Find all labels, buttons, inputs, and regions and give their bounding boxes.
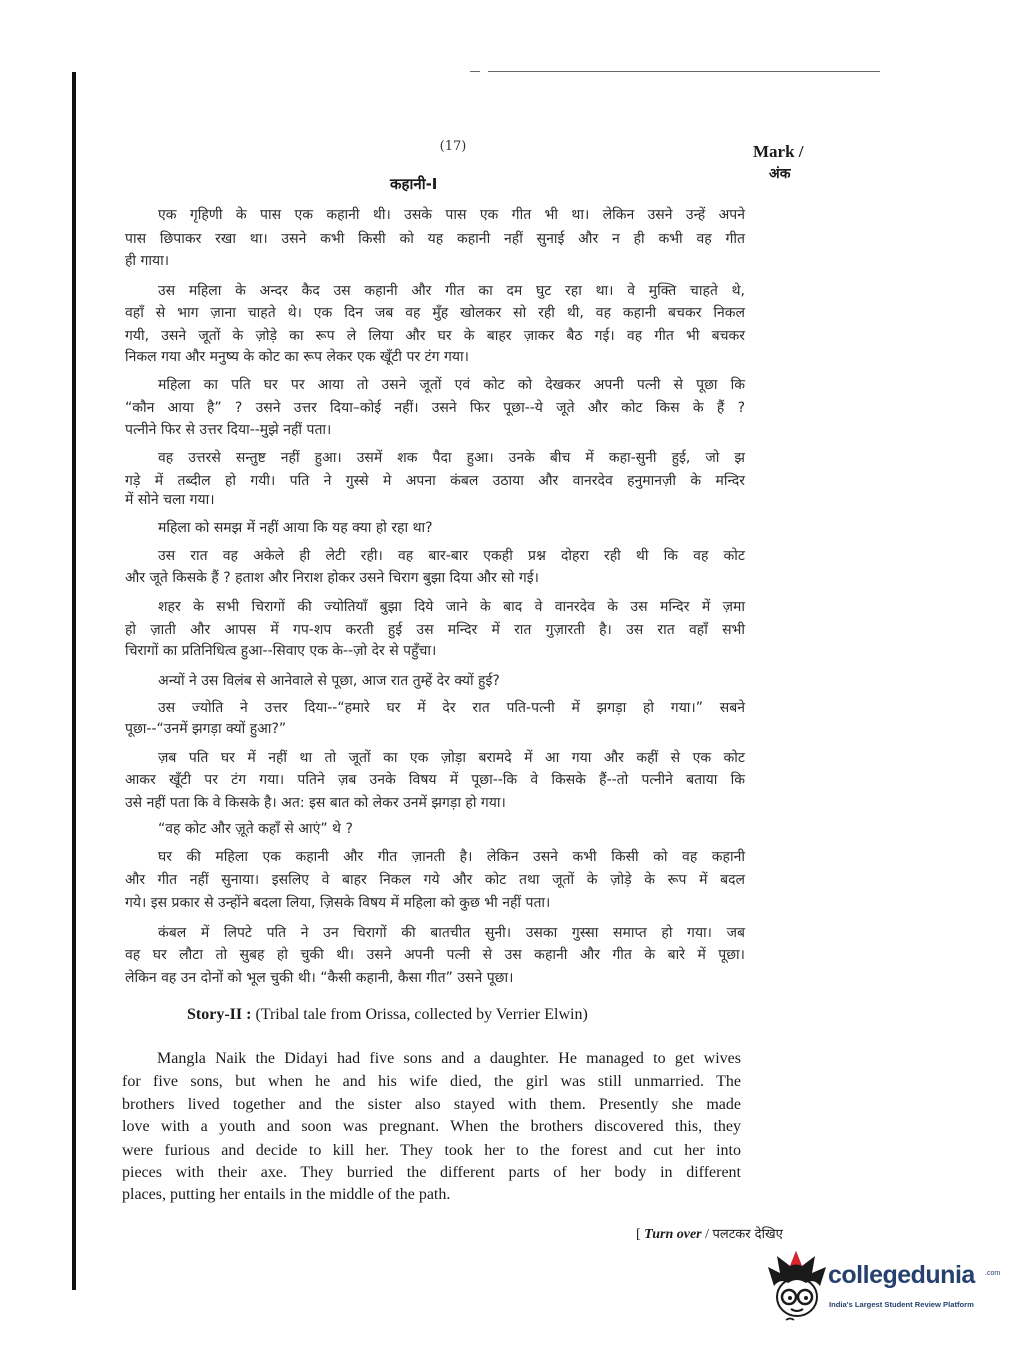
text-line: अन्यों ने उस विलंब से आनेवाले से पूछा, आज रात तुम्हें देर क्यों हुई? — [158, 673, 500, 689]
student-mascot-icon — [766, 1250, 828, 1324]
text-line: उस ज्योति ने उत्तर दिया--“हमारे घर में देर रात पति-पत्नी में झगड़ा हो गया।” सबने — [158, 700, 745, 716]
text-line: गड़े में तब्दील हो गयी। पति ने गुस्से मे अपना कंबल उठाया और वानरदेव हनुमानज़ी के मन्दिर — [125, 473, 745, 489]
text-line: गये। इस प्रकार से उन्होंने बदला लिया, ज़िसके विषय में महिला को कुछ भी नहीं पता। — [125, 895, 551, 911]
mark-label: Mark / — [753, 142, 804, 161]
text-line: चिरागों का प्रतिनिधित्व हुआ--सिवाए एक के--ज़ो देर से पहुँचा। — [125, 643, 437, 659]
text-line: “वह कोट और ज़ूते कहाँ से आएं” थे ? — [158, 821, 353, 837]
text-line: were furious and decide to kill her. They took her to the forest and cut her into — [122, 1142, 741, 1159]
top-rule-gap — [480, 70, 488, 73]
turn-over-label-hindi: पलटकर देखिए — [712, 1227, 783, 1242]
text-line: ज़ब पति घर में नहीं था तो जूतों का एक ज़ोड़ा बरामदे में आ गया और कहीं से एक कोट — [158, 750, 745, 766]
text-line: घर की महिला एक कहानी और गीत ज़ानती है। लेकिन उसने कभी किसी को वह कहानी — [158, 849, 745, 865]
story-1-title: कहानी-I — [390, 175, 438, 193]
text-line: निकल गया और मनुष्य के कोट का रूप लेकर एक खूँटी पर टंग गया। — [125, 349, 469, 365]
text-line: आकर खूँटी पर टंग गया। पतिने ज़ब उनके विषय में पूछा--कि वे किसके हैं--तो पत्नीने बताया कि — [125, 772, 745, 788]
mark-label-hindi: अंक — [769, 166, 791, 182]
text-line: महिला का पति घर पर आया तो उसने जूतों एवं कोट को देखकर अपनी पत्नी से पूछा कि — [158, 377, 745, 393]
text-line: और गीत नहीं सुनाया। इसलिए वे बाहर निकल गये और कोट तथा जूतों के ज़ोड़े के रूप में बदल — [125, 872, 745, 888]
left-margin-rule — [72, 72, 76, 1290]
text-line: और जूते किसके हैं ? हताश और निराश होकर उसने चिराग बुझा दिया और सो गई। — [125, 570, 539, 586]
logo-wordmark: collegedunia — [828, 1261, 975, 1289]
page-number: (17) — [439, 139, 467, 154]
text-line: love with a youth and soon was pregnant. When the brothers discovered this, they — [122, 1118, 741, 1135]
text-line: लेकिन वह उन दोनों को भूल चुकी थी। “कैसी कहानी, कैसा गीत” उसने पूछा। — [125, 970, 514, 986]
text-line: वहाँ से भाग ज़ाना चाहते थे। एक दिन जब वह मुँह खोलकर सो रही थी, वह कहानी बचकर निकल — [125, 305, 745, 321]
footer-bracket: [ — [636, 1227, 641, 1242]
text-line: उस रात वह अकेले ही लेटी रही। वह बार-बार एकही प्रश्न दोहरा रही थी कि वह कोट — [158, 548, 745, 564]
top-rule — [470, 71, 880, 72]
text-line: pieces with their axe. They burried the different parts of her body in different — [122, 1164, 741, 1181]
text-line: वह उत्तरसे सन्तुष्ट नहीं हुआ। उसमें शक पैदा हुआ। उनके बीच में कहा-सुनी हुई, जो झ — [158, 450, 745, 466]
text-line: महिला को समझ में नहीं आया कि यह क्या हो रहा था? — [158, 520, 433, 536]
turn-over-note — [636, 1224, 783, 1243]
footer-separator: / — [705, 1227, 709, 1242]
text-line: हो ज़ाती और आपस में गप-शप करती हुई उस मन्दिर में रात गुज़ारती है। उस रात वहाँ सभी — [125, 622, 745, 638]
text-line: वह घर लौटा तो सुबह हो चुकी थी। उसने अपनी पत्नी से उस कहानी और गीत के बारे में पूछा। — [125, 947, 745, 963]
story-2-heading — [187, 1006, 588, 1024]
text-line: पत्नीने फिर से उत्तर दिया--मुझे नहीं पता। — [125, 422, 332, 438]
turn-over-label: Turn over — [644, 1227, 702, 1242]
logo-tld: .com — [985, 1270, 1001, 1277]
text-line: places, putting her entails in the middle of the path. — [122, 1186, 451, 1203]
text-line: उसे नहीं पता कि वे किसके है। अत: इस बात को लेकर उनमें झगड़ा हो गया। — [125, 795, 506, 811]
text-line: पास छिपाकर रखा था। उसने कभी किसी को यह कहानी नहीं सुनाई और न ही कभी वह गीत — [125, 231, 745, 247]
text-line: उस महिला के अन्दर कैद उस कहानी और गीत का दम घुट रहा था। वे मुक्ति चाहते थे, — [158, 283, 745, 299]
story-2-source: (Tribal tale from Orissa, collected by Verrier Elwin) — [255, 1006, 588, 1023]
text-line: पूछा--“उनमें झगड़ा क्यों हुआ?” — [125, 721, 287, 737]
text-line: कंबल में लिपटे पति ने उन चिरागों की बातचीत सुनी। उसका गुस्सा समाप्त हो गया। जब — [158, 925, 745, 941]
collegedunia-logo — [764, 1248, 1001, 1332]
text-line: for five sons, but when he and his wife died, the girl was still unmarried. The — [122, 1073, 741, 1090]
text-line: में सोने चला गया। — [125, 492, 215, 508]
text-line: शहर के सभी चिरागों की ज्योतियाँ बुझा दिये जाने के बाद वे वानरदेव के उस मन्दिर में ज़मा — [158, 599, 745, 615]
logo-tagline: India's Largest Student Review Platform — [829, 1300, 974, 1309]
text-line: एक गृहिणी के पास एक कहानी थी। उसके पास एक गीत भी था। लेकिन उसने उन्हें अपने — [158, 207, 745, 223]
text-line: गयी, उसने जूतों के ज़ोड़े का रूप ले लिया और घर के बाहर ज़ाकर बैठ गई। वह गीत भी बचकर — [125, 328, 745, 344]
text-line: ही गाया। — [125, 253, 170, 269]
text-line: Mangla Naik the Didayi had five sons and a daughter. He managed to get wives — [157, 1050, 741, 1067]
story-2-label: Story-II : — [187, 1006, 252, 1023]
text-line: brothers lived together and the sister also stayed with them. Presently she made — [122, 1096, 741, 1113]
text-line: “कौन आया है” ? उसने उत्तर दिया–कोई नहीं। उसने फिर पूछा--ये जूते और कोट किस के हैं ? — [125, 400, 745, 416]
